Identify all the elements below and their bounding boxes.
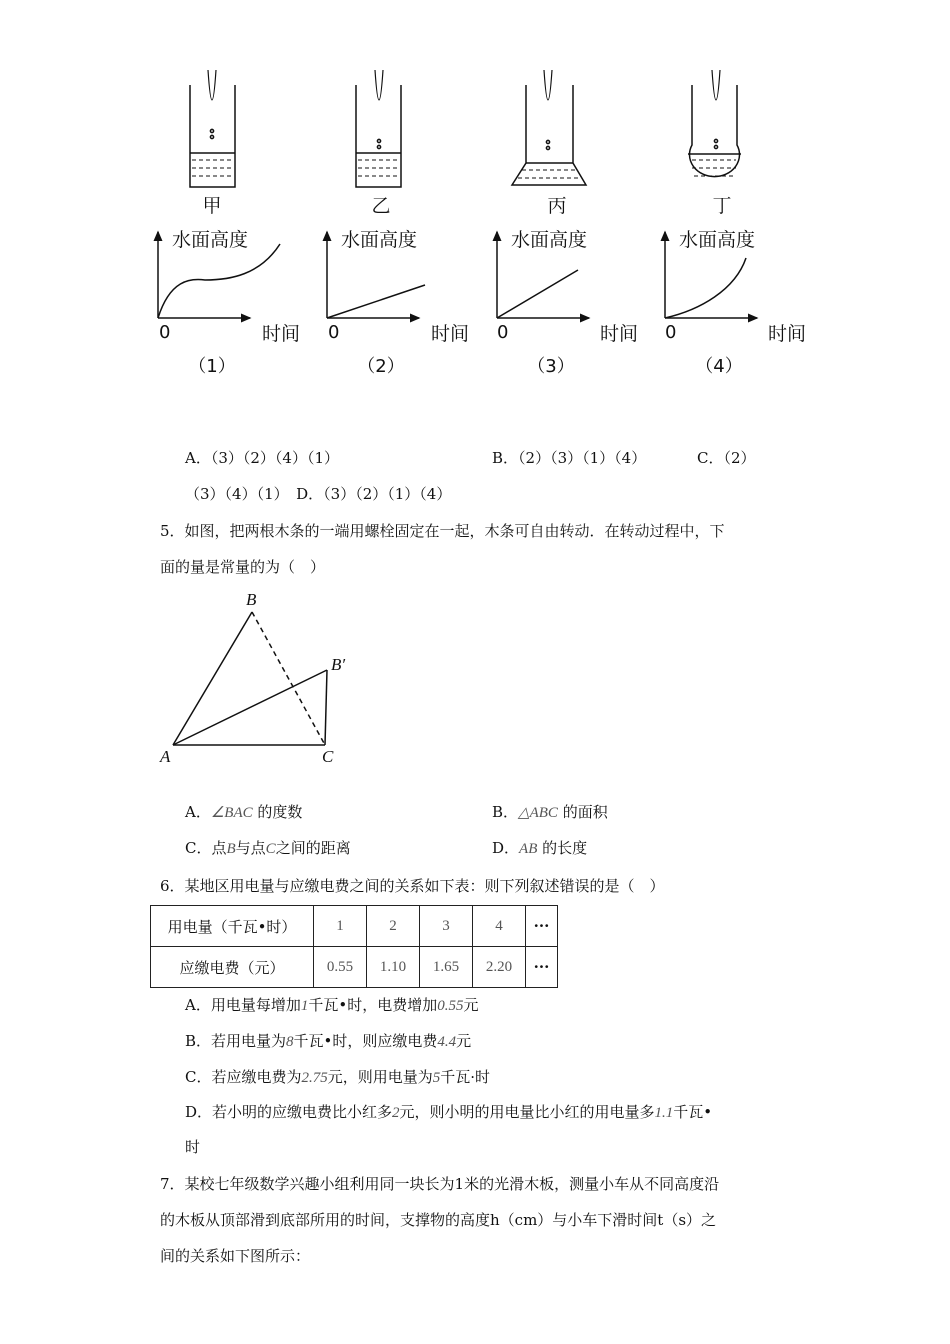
table-cell: 1.65 [420, 947, 473, 988]
graph-xlabel: 时间 [431, 323, 470, 345]
table-header: 应缴电费（元） [151, 947, 314, 988]
table-cell: 1.10 [367, 947, 420, 988]
graph-origin: 0 [497, 322, 509, 343]
q5-option-a: A．∠BAC 的度数 [185, 803, 303, 821]
graph-xlabel: 时间 [262, 323, 301, 345]
graph-xlabel: 时间 [600, 323, 639, 345]
table-cell: 4 [473, 906, 526, 947]
table-row [151, 947, 558, 988]
graph-label: （3） [527, 356, 575, 377]
q4-option-c: C．（2） [697, 449, 756, 467]
table-cell: ··· [526, 906, 558, 947]
graph-label: （4） [695, 356, 743, 377]
q4-option-b: B．（2）（3）（1）（4） [492, 449, 647, 467]
q6-option-d: D．若小明的应缴电费比小红多2元，则小明的用电量比小红的用电量多1.1千瓦• [185, 1103, 713, 1121]
point-a-label: A [160, 747, 171, 766]
q4-options-line2: （3）（4）（1） D．（3）（2）（1）（4） [185, 485, 452, 503]
q6-stem: 6．某地区用电量与应缴电费之间的关系如下表：则下列叙述错误的是（ ） [160, 877, 665, 895]
point-c-label: C [322, 747, 334, 766]
graph-label: （2） [357, 356, 405, 377]
table-header: 用电量（千瓦•时） [151, 906, 314, 947]
graph-ylabel: 水面高度 [172, 229, 249, 251]
table-cell: 3 [420, 906, 473, 947]
q6-option-d-cont: 时 [185, 1138, 201, 1156]
q5-option-b: B．△ABC 的面积 [492, 803, 608, 821]
graph-origin: 0 [328, 322, 340, 343]
graph-label: （1） [188, 356, 236, 377]
q5-option-c: C．点B与点C之间的距离 [185, 839, 351, 857]
q5-stem: 5．如图，把两根木条的一端用螺栓固定在一起，木条可自由转动．在转动过程中，下 [160, 522, 725, 540]
q6-option-b: B．若用电量为8千瓦•时，则应缴电费4.4元 [185, 1032, 472, 1050]
electricity-table [150, 905, 558, 988]
q7-stem: 7．某校七年级数学兴趣小组利用同一块长为1米的光滑木板，测量小车从不同高度沿 [160, 1175, 720, 1193]
q5-stem-cont: 面的量是常量的为（ ） [160, 558, 326, 576]
graph-ylabel: 水面高度 [679, 229, 756, 251]
q6-option-a: A．用电量每增加1千瓦•时，电费增加0.55元 [185, 996, 479, 1014]
point-b-prime-label: B′ [331, 655, 346, 674]
container-label: 丙 [547, 195, 567, 217]
container-label: 丁 [712, 195, 732, 217]
point-b-label: B [246, 590, 257, 609]
q4-option-a: A．（3）（2）（4）（1） [185, 449, 340, 467]
graph-origin: 0 [159, 322, 171, 343]
graph-ylabel: 水面高度 [341, 229, 418, 251]
q6-option-c: C．若应缴电费为2.75元，则用电量为5千瓦·时 [185, 1068, 491, 1086]
graph-origin: 0 [665, 322, 677, 343]
container-label: 甲 [202, 195, 222, 217]
graph-xlabel: 时间 [768, 323, 807, 345]
q5-option-d: D．AB 的长度 [492, 839, 588, 857]
container-label: 乙 [371, 195, 391, 217]
table-cell: 2 [367, 906, 420, 947]
graph-ylabel: 水面高度 [511, 229, 588, 251]
q7-stem-cont: 的木板从顶部滑到底部所用的时间，支撑物的高度h（cm）与小车下滑时间t（s）之 [160, 1211, 717, 1229]
table-cell: ··· [526, 947, 558, 988]
table-row [151, 906, 558, 947]
table-cell: 2.20 [473, 947, 526, 988]
q7-stem-cont: 间的关系如下图所示： [160, 1247, 311, 1265]
table-cell: 1 [314, 906, 367, 947]
table-cell: 0.55 [314, 947, 367, 988]
